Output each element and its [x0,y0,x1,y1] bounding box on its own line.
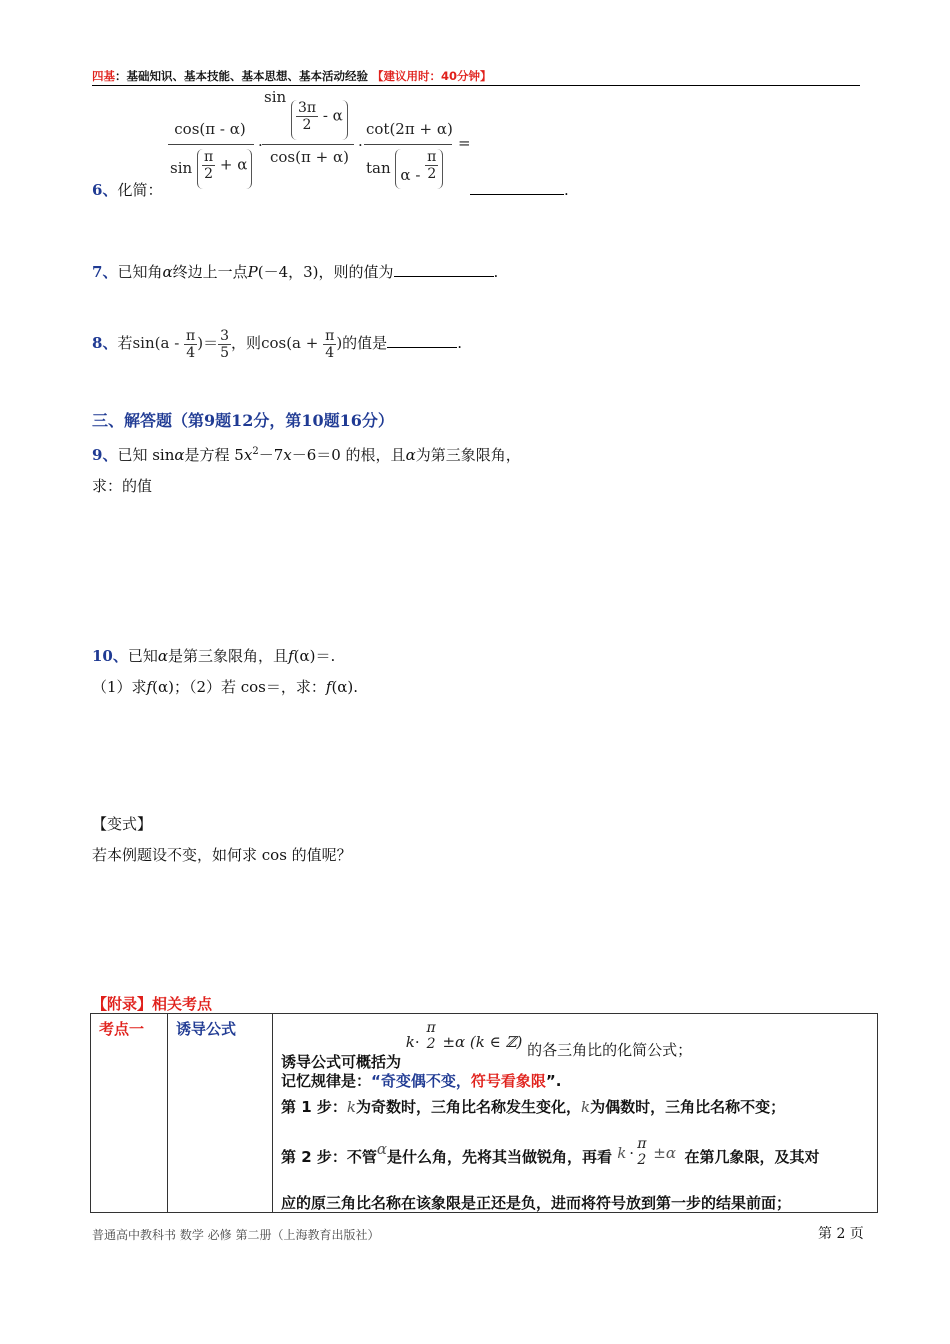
rule-2: 符号看象限 [470,1072,546,1090]
q8-ruo: 若 [117,334,133,352]
q6-equals: = [458,134,471,152]
header-desc: ：基础知识、基本技能、基本思想、基本活动经验 [115,69,368,83]
q6-f1-two: 2 [204,166,213,182]
footer-book: 普通高中教科书 数学 必修 第二册（上海教育出版社） [92,1228,380,1242]
col-topic-id [91,1014,168,1213]
q6-f1-denominator [170,149,252,189]
q7-number: 7 [92,263,103,281]
appendix-table [90,1013,878,1213]
q6-dot-2: · [358,136,363,154]
q9-alpha2: α [405,446,416,464]
rule-1: 奇变偶不变 [380,1072,456,1090]
col-topic-name [168,1014,273,1213]
q10-text1: 已知 [127,647,158,665]
q6-f3-den-paren [395,149,443,189]
q6-fraction-1 [168,120,252,142]
q8-sin-expr: sin(a - [132,334,180,352]
line1-frac [424,1020,437,1052]
line1-kz: (k ∈ ℤ) [469,1032,523,1051]
footer-page-number: 第 2 页 [818,1226,864,1242]
q6-f2-bar [262,144,354,145]
q7-sep: 、 [102,263,118,281]
q6-f3-den-head: α - [400,165,421,184]
q8-blank[interactable] [387,333,457,348]
q10-f: f [288,647,294,665]
q7-line [92,262,498,282]
step2-pm-alpha: ±α [653,1144,676,1162]
q9-x2: x [283,446,292,464]
q7-blank[interactable] [394,262,494,277]
q6-number: 6 [92,181,103,199]
appendix-title: 【附录】相关考点 [92,995,213,1013]
q10-line2c: (α). [331,678,359,696]
q6-f1-den-tail: + α [219,155,248,174]
topic-name: 诱导公式 [176,1020,237,1038]
q7-text1: 已知角 [117,263,163,281]
line1-pi: π [426,1020,436,1036]
q9-text3: －7 [258,446,284,464]
q8-eq: ＝ [203,334,219,352]
q9-alpha: α [174,446,185,464]
step2-a: 第 2 步：不管 [281,1148,377,1166]
q6-f1-pi: π [203,149,214,165]
q10-line2b: (α)；（2）若 cos＝，求： [152,678,326,696]
line2-end: . [555,1072,562,1090]
q8-cos-expr: cos(a + [261,334,319,352]
variant-text: 若本例题设不变，如何求 cos 的值呢？ [92,846,352,864]
q10-number: 10 [92,647,113,665]
q8-three: 3 [220,327,230,344]
q8-tail: 的值是 [342,334,388,352]
q8-pi-1: π [186,327,196,344]
header-rule [92,85,860,86]
q6-end: . [564,181,569,199]
q10-line-1 [92,646,335,666]
content-line-5: 应的原三角比名称在该象限是正还是负，进而将符号放到第一步的结果前面； [281,1194,792,1212]
q7-text2: 终边上一点 [172,263,248,281]
q8-four-1: 4 [186,344,196,361]
q6-f1-bar [168,144,254,145]
header-time: 【建议用时：40分钟】 [372,69,492,83]
q6-f2-3pi: 3π [297,100,317,116]
q8-close-2: ) [336,334,343,352]
line2-qclose: ” [545,1072,556,1090]
q6-f2-num-tail: - α [322,106,343,125]
line2-qopen: “ [371,1072,381,1090]
q8-ze: ，则 [231,334,262,352]
q8-close-1: ) [197,334,204,352]
step2-c: 在第几象限，及其对 [684,1148,820,1166]
q7-text3: ，则的值为 [318,263,394,281]
q8-sep: 、 [102,334,118,352]
q10-line-2 [92,677,358,697]
q6-f2-num-fn: sin [264,88,287,106]
q6-f2-num-paren [291,100,348,140]
q10-f3: f [325,678,332,696]
q9-line-1 [92,442,521,465]
step2-b: 是什么角，先将其当做锐角，再看 [387,1148,613,1166]
line1-two: 2 [426,1036,436,1052]
line1-pm-alpha: ±α [442,1032,466,1051]
q6-line [92,180,162,200]
q7-end: . [493,263,499,281]
q9-x: x [243,446,253,464]
q6-f3-den-fn: tan [366,159,391,177]
q8-line [92,322,462,366]
q8-five: 5 [220,344,230,361]
q6-blank[interactable] [470,180,564,195]
q10-alpha: α [157,647,169,665]
step1-k1: k [346,1098,356,1116]
q10-text2: 是第三象限角，且 [168,647,289,665]
line1-k: k [405,1032,415,1051]
q6-dot-1: · [258,136,263,154]
line2-comma: ， [455,1072,471,1090]
step2-dot: · [629,1144,635,1162]
q6-f2-numerator [264,88,348,140]
step2-k: k [617,1144,627,1162]
q9-sep: 、 [102,446,118,464]
line2-pre: 记忆规律是： [281,1072,372,1090]
q8-pi-2: π [325,327,335,344]
table-row [91,1014,878,1213]
q9-text1: 已知 sin [117,446,175,464]
step2-frac [635,1136,648,1168]
step1-k2: k [581,1098,591,1116]
q6-sep: 、 [102,181,118,199]
q6-text: 化简： [117,181,163,199]
q9-text5: 为第三象限角， [415,446,521,464]
q9-text4: －6＝0 的根，且 [291,446,406,464]
q6-f3-numerator: cot(2π + α) [366,120,453,138]
q8-end: . [457,334,462,352]
q7-alpha: α [162,263,173,281]
q9-text2: 是方程 5 [184,446,244,464]
content-line-3 [281,1096,785,1117]
content-line-1 [281,1020,692,1070]
q6-f2-two: 2 [302,117,312,133]
content-line-2 [281,1070,561,1091]
step1-a: 第 1 步： [281,1098,347,1116]
step2-alpha: α [376,1140,388,1158]
q8-four-2: 4 [325,344,335,361]
q9-line-2: 求：的值 [92,477,153,495]
q6-f3-two: 2 [427,166,437,182]
section-3-title: 三、解答题（第9题12分，第10题16分） [92,411,394,430]
q6-f3-pi: π [427,149,437,165]
variant-title: 【变式】 [92,815,153,833]
step1-b: 为奇数时，三角比名称发生变化， [355,1098,581,1116]
q7-point: P [247,263,258,281]
line1-post: 的各三角比的化简公式； [527,1040,693,1059]
q9-number: 9 [92,446,103,464]
step1-c: 为偶数时，三角比名称不变； [590,1098,786,1116]
line1-pre: 诱导公式可概括为 [281,1052,402,1071]
col-topic-content [273,1014,878,1213]
line1-dot: · [414,1032,420,1051]
q9-square: 2 [252,446,259,457]
topic-id: 考点一 [99,1020,145,1038]
q6-f1-numerator: cos(π - α) [174,120,246,138]
q6-f1-den-fn: sin [170,159,193,177]
q10-f2: f [146,678,153,696]
q6-f2-denominator: cos(π + α) [270,148,349,166]
page-header [92,68,492,84]
q6-f1-den-paren [197,149,252,189]
q6-f3-denominator [366,149,443,189]
q6-formula [168,88,478,195]
q8-number: 8 [92,334,103,352]
q7-coords: (－4，3) [257,263,319,281]
step2-pi: π [637,1136,647,1152]
content-line-4 [281,1124,820,1168]
q6-answer [470,180,569,200]
header-tag: 四基 [92,69,115,83]
q10-fa: (α)＝. [293,647,336,665]
q10-line2a: （1）求 [92,678,147,696]
q6-f3-bar [364,144,452,145]
q10-sep: 、 [112,647,128,665]
step2-two: 2 [637,1152,647,1168]
